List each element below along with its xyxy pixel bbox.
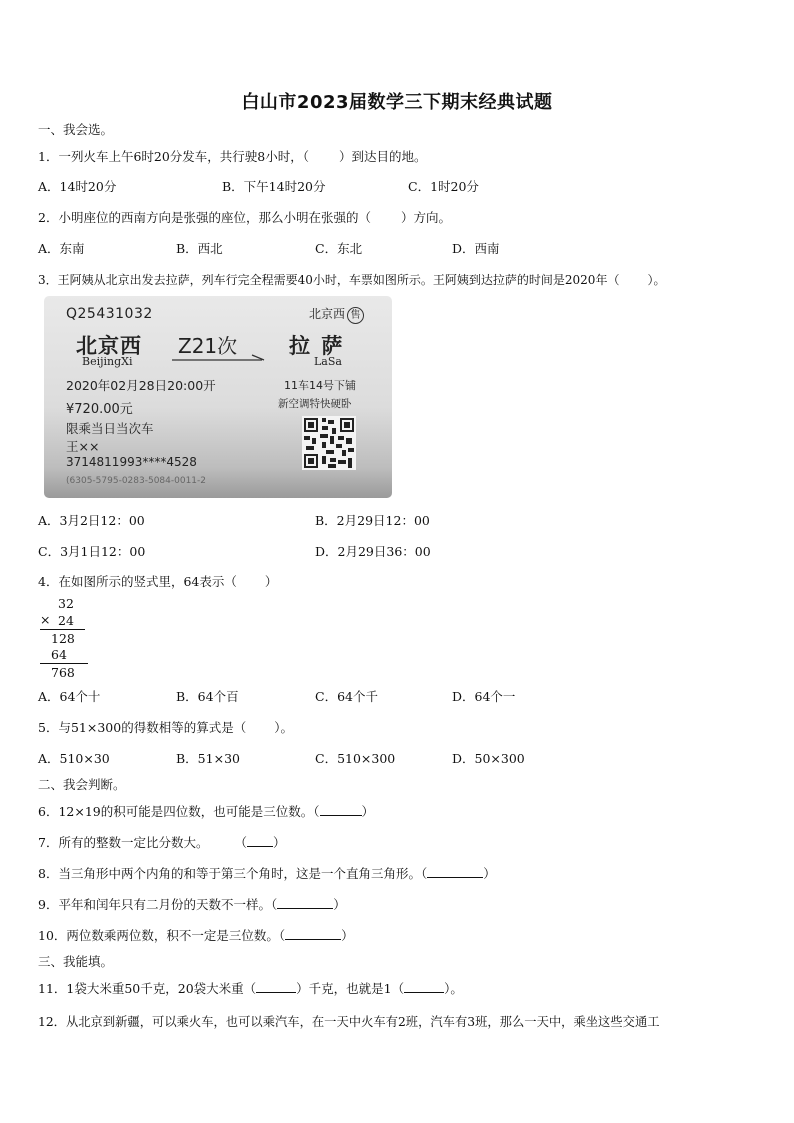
answer-blank-6[interactable] (320, 803, 362, 816)
question-4-stem: 4．在如图所示的竖式里，64表示（ (38, 574, 237, 589)
question-2-stem-end: ）方向。 (400, 210, 451, 225)
section-heading-judge: 二、我会判断。 (38, 777, 126, 792)
page-title: 白山市2023届数学三下期末经典试题 (241, 92, 553, 113)
answer-blank-10[interactable] (285, 927, 341, 940)
ticket-train-type: 新空调特快硬卧 (278, 398, 352, 410)
option-3c[interactable]: C．3月1日12：00 (38, 544, 146, 559)
ticket-price: ¥720.00元 (66, 402, 133, 417)
option-2b[interactable]: B．西北 (176, 241, 223, 256)
question-9-end: ） (333, 897, 346, 912)
answer-blank-7[interactable] (247, 834, 273, 847)
answer-blank-9[interactable] (277, 896, 333, 909)
calc-line-2 (40, 663, 88, 664)
option-1b[interactable]: B．下午14时20分 (222, 179, 326, 194)
option-4d[interactable]: D．64个一 (452, 689, 516, 704)
question-5-stem: 5．与51×300的得数相等的算式是（ (38, 720, 247, 735)
option-5c[interactable]: C．510×300 (315, 751, 396, 766)
question-11-part-a: 11．1袋大米重50千克，20袋大米重（ (38, 981, 257, 996)
section-heading-fill: 三、我能填。 (38, 954, 114, 969)
question-11 (38, 979, 463, 997)
option-2d[interactable]: D．西南 (452, 241, 500, 256)
option-1c[interactable]: C．1时20分 (408, 179, 479, 194)
option-3b[interactable]: B．2月29日12：00 (315, 513, 430, 528)
question-4 (38, 572, 277, 590)
ticket-departure-datetime: 2020年02月28日20:00开 (66, 378, 216, 393)
ticket-departure-pinyin: BeijingXi (82, 355, 133, 368)
ticket-number: Q25431032 (66, 306, 153, 322)
option-3a[interactable]: A．3月2日12：00 (38, 513, 145, 528)
ticket-train-number: Z21次 (178, 334, 238, 358)
question-11-part-b: ）千克，也就是1（ (296, 981, 405, 996)
question-8-text: 8．当三角形中两个内角的和等于第三个角时，这是一个直角三角形。（ (38, 866, 428, 881)
option-1a[interactable]: A．14时20分 (38, 179, 117, 194)
option-4b[interactable]: B．64个百 (176, 689, 239, 704)
ticket-seat: 11车14号下铺 (284, 379, 356, 392)
calc-partial-product-2: 64 (51, 647, 67, 662)
question-7 (38, 833, 286, 851)
answer-blank-11b[interactable] (404, 980, 444, 993)
question-5 (38, 718, 293, 736)
ticket-passenger-name: 王×× (66, 439, 100, 454)
ticket-sale-badge: 售 (347, 307, 364, 324)
question-9 (38, 895, 346, 913)
question-1-stem: 1．一列火车上午6时20分发车，共行驶8小时，（ (38, 149, 310, 164)
question-10-text: 10．两位数乘两位数，积不一定是三位数。（ (38, 928, 286, 943)
train-ticket-image (44, 296, 392, 498)
calc-result: 768 (51, 665, 75, 680)
question-6-text: 6．12×19的积可能是四位数，也可能是三位数。（ (38, 804, 320, 819)
option-5d[interactable]: D．50×300 (452, 751, 525, 766)
question-3-stem-end: ）。 (647, 273, 666, 287)
ticket-arrival-pinyin: LaSa (314, 355, 342, 368)
question-9-text: 9．平年和闰年只有二月份的天数不一样。（ (38, 897, 278, 912)
ticket-limit-note: 限乘当日当次车 (66, 421, 154, 436)
question-6-end: ） (361, 804, 375, 819)
question-8-end: ） (483, 866, 496, 881)
calc-partial-product-1: 128 (51, 631, 75, 646)
ticket-arrow-icon (172, 354, 268, 364)
calc-multiplier: 24 (58, 613, 74, 628)
question-11-part-c: ）。 (444, 981, 463, 996)
option-4c[interactable]: C．64个千 (315, 689, 378, 704)
question-7-end: ） (272, 835, 286, 850)
calc-times-sign: × (40, 612, 51, 627)
vertical-multiplication (38, 596, 98, 682)
option-4a[interactable]: A．64个十 (38, 689, 101, 704)
question-7-text: 7．所有的整数一定比分数大。 (38, 835, 209, 850)
ticket-serial: (6305-5795-0283-5084-0011-2 (66, 476, 206, 486)
question-1-stem-end: ）到达目的地。 (339, 149, 427, 164)
question-12: 12．从北京到新疆，可以乘火车，也可以乘汽车，在一天中火车有2班，汽车有3班，那么一天中，乘坐这些交通工 (38, 1015, 660, 1029)
calc-line-1 (40, 629, 85, 630)
question-2 (38, 208, 451, 226)
question-7-open: （ (234, 835, 247, 850)
qr-code-icon (302, 416, 356, 470)
question-1 (38, 147, 427, 165)
question-3 (38, 271, 665, 288)
ticket-issuing-station: 北京西 售 (309, 305, 364, 324)
question-3-stem: 3．王阿姨从北京出发去拉萨，列车行完全程需要40小时，车票如图所示。王阿姨到达拉萨的时间是2020年（ (38, 273, 620, 287)
question-2-stem: 2．小明座位的西南方向是张强的座位，那么小明在张强的（ (38, 210, 371, 225)
option-2a[interactable]: A．东南 (38, 241, 85, 256)
answer-blank-8[interactable] (427, 865, 483, 878)
calc-multiplicand: 32 (58, 596, 74, 611)
question-8 (38, 864, 496, 882)
option-2c[interactable]: C．东北 (315, 241, 363, 256)
ticket-arrival-station: 拉 萨 (289, 334, 345, 358)
section-heading-choose: 一、我会选。 (38, 122, 114, 137)
question-10 (38, 926, 354, 944)
option-3d[interactable]: D．2月29日36：00 (315, 544, 431, 559)
question-10-end: ） (341, 928, 354, 943)
question-6 (38, 802, 374, 820)
option-5b[interactable]: B．51×30 (176, 751, 240, 766)
ticket-departure-station: 北京西 (76, 334, 142, 358)
ticket-passenger-id: 3714811993****4528 (66, 455, 197, 469)
option-5a[interactable]: A．510×30 (38, 751, 110, 766)
question-4-stem-end: ） (264, 574, 278, 589)
answer-blank-11a[interactable] (256, 980, 296, 993)
question-5-stem-end: ）。 (274, 720, 293, 735)
